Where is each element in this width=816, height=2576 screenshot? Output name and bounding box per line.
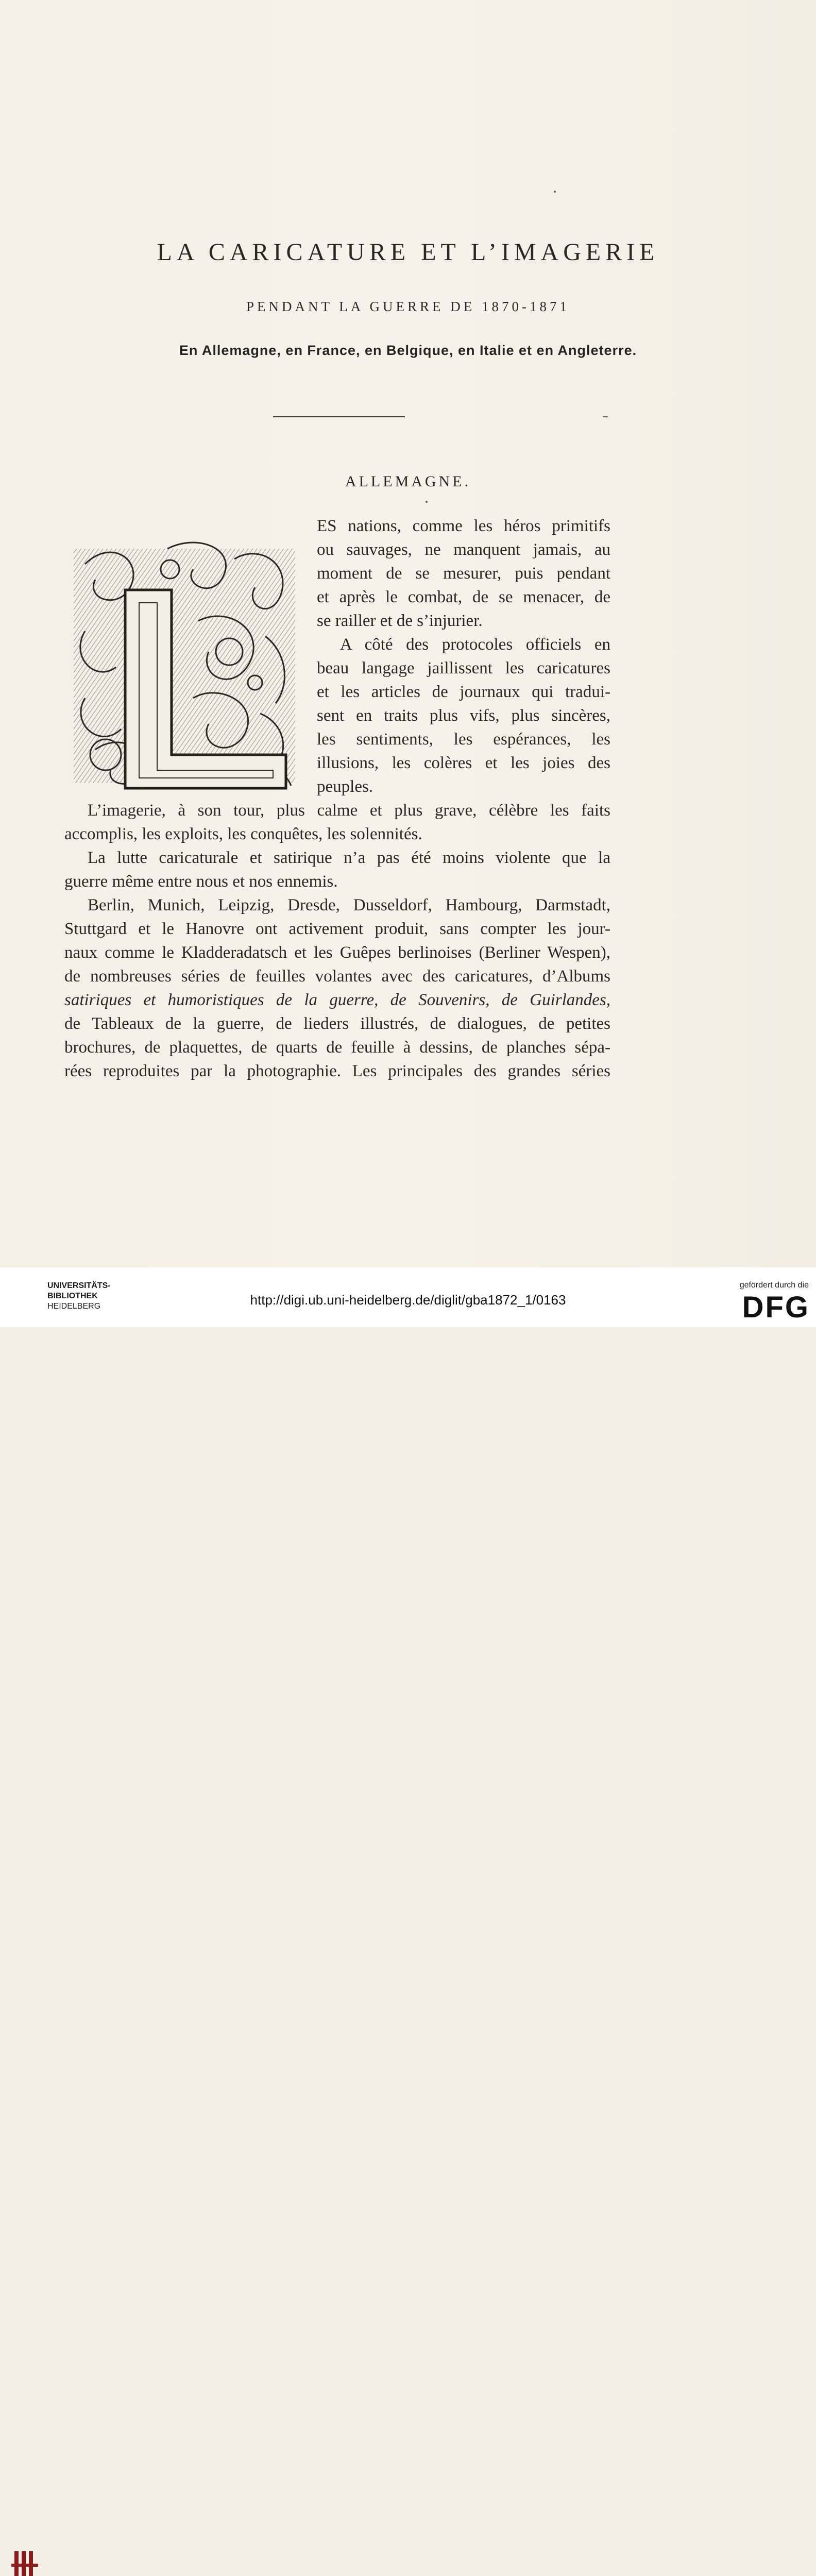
body-line: les sentiments, les espérances, les <box>317 730 610 749</box>
body-line: L’imagerie, à son tour, plus calme et plus grave, célèbre les faits <box>88 801 610 820</box>
body-line: beau langage jaillissent les caricatures <box>317 659 610 677</box>
title-rule <box>273 416 405 417</box>
body-line: sent en traits plus vifs, plus sincères, <box>317 706 610 725</box>
body-line: et les articles de journaux qui tradui- <box>317 683 610 701</box>
body-line: brochures, de plaquettes, de quarts de feuille à dessins, de planches sépa- <box>64 1038 610 1057</box>
permalink-url[interactable]: http://digi.ub.uni-heidelberg.de/diglit/gba1872_1/0163 <box>250 1292 566 1308</box>
section-heading: ALLEMAGNE. <box>345 473 471 490</box>
scanned-page <box>0 0 816 1267</box>
article-subtitle: PENDANT LA GUERRE DE 1870-1871 <box>246 299 570 314</box>
body-line: de nombreuses séries de feuilles volantes avec des caricatures, d’Albums <box>64 967 610 986</box>
body-line: rées reproduites par la photographie. Les principales des grandes séries <box>64 1062 610 1080</box>
body-line: ou sauvages, ne manquent jamais, au <box>317 540 610 559</box>
funder-label: gefördert durch die <box>739 1281 809 1290</box>
body-line: Berlin, Munich, Leipzig, Dresde, Dusseldorf, Hambourg, Darmstadt, <box>88 896 610 914</box>
library-line-2: BIBLIOTHEK <box>47 1292 98 1300</box>
body-line: Stuttgard et le Hanovre ont activement produit, sans compter les jour- <box>64 920 610 938</box>
library-logo-icon <box>9 2549 40 2576</box>
body-line: se railler et de s’injurier. <box>317 612 483 630</box>
line-1-text: ES nations, comme les héros primitifs <box>317 517 610 535</box>
body-line: naux comme le Kladderadatsch et les Guêpes berlinoises (Berliner Wespen), <box>64 943 610 962</box>
body-line: La lutte caricaturale et satirique n’a pas été moins violente que la <box>88 849 610 867</box>
dfg-logo: DFG <box>742 1291 810 1324</box>
library-line-3: HEIDELBERG <box>47 1302 101 1311</box>
ornamental-initial-l <box>64 528 307 799</box>
body-line: guerre même entre nous et nos ennemis. <box>64 872 338 891</box>
article-countries: En Allemagne, en France, en Belgique, en Italie et en Angleterre. <box>179 343 637 358</box>
body-line: A côté des protocoles officiels en <box>340 635 610 654</box>
body-line: accomplis, les exploits, les conquêtes, les solennités. <box>64 825 422 843</box>
body-line: satiriques et humoristiques de la guerre, de Souvenirs, de Guirlandes, <box>64 991 610 1009</box>
body-line: moment de se mesurer, puis pendant <box>317 564 610 583</box>
library-line-1: UNIVERSITÄTS- <box>47 1281 111 1290</box>
body-line: peuples. <box>317 777 373 796</box>
body-line <box>317 514 610 539</box>
body-line: de Tableaux de la guerre, de lieders illustrés, de dialogues, de petites <box>64 1014 610 1033</box>
article-title: LA CARICATURE ET L’IMAGERIE <box>157 239 659 266</box>
body-line: illusions, les colères et les joies des <box>317 754 610 772</box>
body-line: et après le combat, de se menacer, de <box>317 588 610 606</box>
